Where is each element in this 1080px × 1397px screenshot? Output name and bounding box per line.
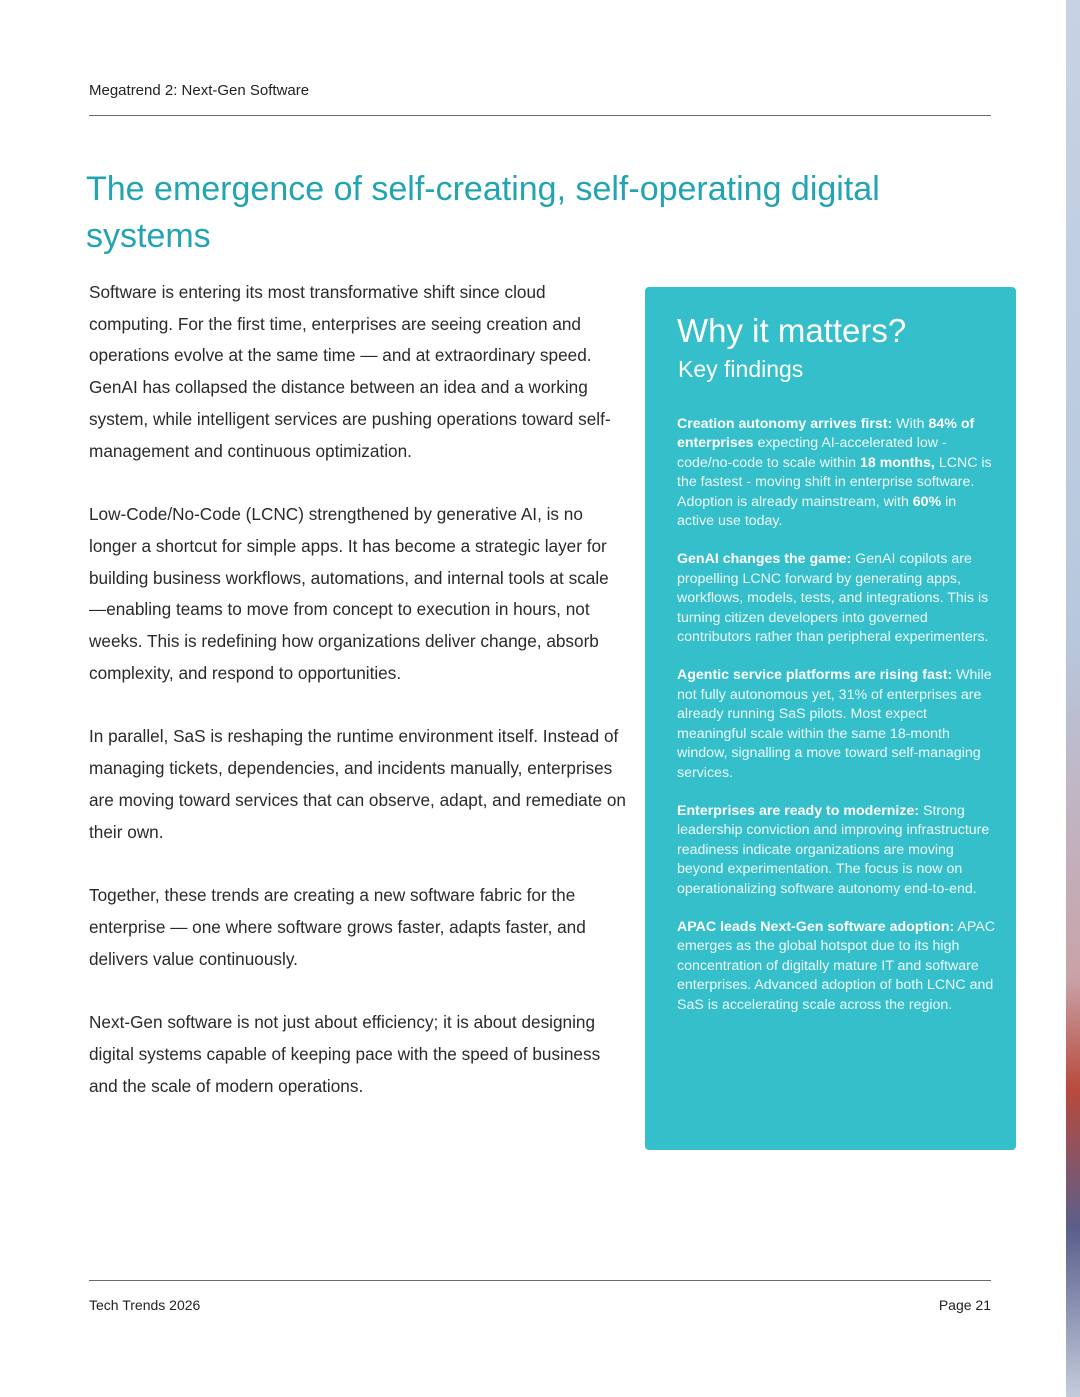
findings-list bbox=[677, 415, 995, 1034]
footer-divider bbox=[89, 1280, 991, 1281]
body-paragraph: Next-Gen software is not just about efficiency; it is about designing digital systems capable of keeping pace with the speed of business and the scale of modern operations. bbox=[89, 1012, 601, 1096]
finding-stat: 84% of enterprises bbox=[677, 416, 975, 452]
finding-text: in active use today. bbox=[677, 493, 957, 530]
finding-item bbox=[677, 415, 995, 531]
finding-text: expecting AI-accelerated low - code/no-code to scale within bbox=[677, 435, 947, 471]
finding-item bbox=[677, 802, 995, 899]
page-edge-strip bbox=[1066, 0, 1080, 1397]
body-paragraph: Software is entering its most transformative shift since cloud computing. For the first time, enterprises are seeing creation and operations evolve at the same time — and at extraordinary speed. GenAI has collapsed the distance between an idea and a working system, while intelligent services are pushing operations toward self-management and continuous optimization. bbox=[89, 282, 611, 461]
finding-text: LCNC is the fastest - moving shift in enterprise software. Adoption is already mainstream, with bbox=[677, 454, 992, 510]
panel-subtitle: Key findings bbox=[678, 356, 804, 382]
finding-stat: 60% bbox=[912, 493, 942, 510]
finding-lead: APAC leads Next-Gen software adoption: bbox=[677, 918, 955, 935]
finding-lead: Enterprises are ready to modernize: bbox=[677, 802, 920, 819]
finding-item bbox=[677, 550, 995, 647]
finding-lead: Creation autonomy arrives first: bbox=[677, 416, 893, 432]
body-text-column bbox=[89, 277, 629, 1134]
footer-publication: Tech Trends 2026 bbox=[89, 1297, 201, 1313]
body-paragraph: In parallel, SaS is reshaping the runtime environment itself. Instead of managing tickets, dependencies, and incidents manually, enterprises are moving toward services that can observe, adapt, and remediate on their own. bbox=[89, 726, 626, 842]
page-title: The emergence of self-creating, self-operating digital systems bbox=[86, 170, 880, 255]
section-header: Megatrend 2: Next-Gen Software bbox=[89, 82, 310, 99]
finding-text: GenAI copilots are propelling LCNC forward by generating apps, workflows, models, tests, and integrations. This is turning citizen developers into governed contributors rather than peripheral experimenters. bbox=[677, 551, 989, 646]
key-findings-panel bbox=[645, 287, 1016, 1150]
finding-lead: GenAI changes the game: bbox=[677, 551, 852, 568]
header-divider bbox=[89, 115, 991, 116]
body-paragraph: Together, these trends are creating a new software fabric for the enterprise — one where software grows faster, adapts faster, and delivers value continuously. bbox=[89, 885, 586, 969]
finding-text: While not fully autonomous yet, 31% of enterprises are already running SaS pilots. Most expect meaningful scale within the same 18-month window, signalling a move toward self-managing services. bbox=[677, 667, 992, 781]
page-number: Page 21 bbox=[938, 1297, 991, 1313]
panel-title: Why it matters? bbox=[677, 312, 907, 349]
finding-stat: 18 months, bbox=[859, 454, 935, 471]
finding-lead: Agentic service platforms are rising fast: bbox=[677, 667, 953, 684]
finding-item bbox=[677, 666, 995, 782]
finding-item bbox=[677, 918, 995, 1015]
body-paragraph: Low-Code/No-Code (LCNC) strengthened by generative AI, is no longer a shortcut for simple apps. It has become a strategic layer for building business workflows, automations, and internal tools at scale —enabling teams to move from concept to execution in hours, not weeks. This is redefining how organizations deliver change, absorb complexity, and respond to opportunities. bbox=[89, 504, 609, 683]
finding-text: With bbox=[892, 416, 929, 432]
finding-text: Strong leadership conviction and improving infrastructure readiness indicate organizations are moving beyond experimentation. The focus is now on operationalizing software autonomy end-to-end. bbox=[677, 802, 990, 897]
finding-text: APAC emerges as the global hotspot due to its high concentration of digitally mature IT and software enterprises. Advanced adoption of both LCNC and SaS is accelerating scale across the region. bbox=[677, 918, 995, 1013]
